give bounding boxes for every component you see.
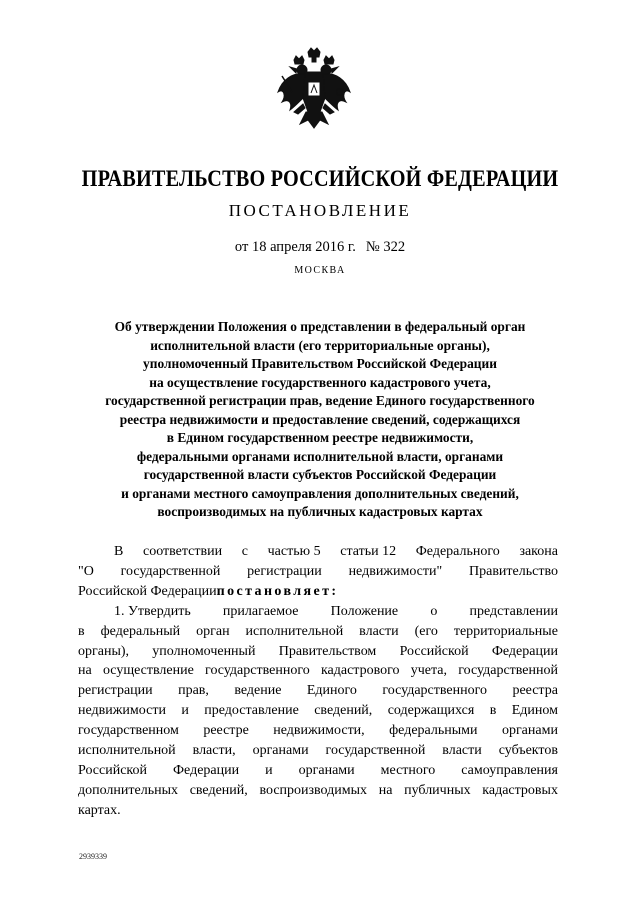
heading-line: и органами местного самоуправления дополнительных сведений, — [121, 485, 519, 501]
body-word: субъектов — [498, 743, 558, 759]
body-word: кадастровых — [482, 782, 558, 798]
body-word: "О — [78, 563, 94, 579]
body-word: частью 5 — [267, 544, 321, 559]
body-word: на — [378, 782, 393, 798]
body-word: кадастрового — [320, 663, 400, 679]
body-word: органами — [252, 743, 309, 759]
body-word: федеральный — [100, 623, 181, 639]
body-word: статьи 12 — [340, 544, 397, 559]
body-word: Правительство — [469, 563, 558, 579]
body-word: регистрации — [78, 683, 153, 699]
body-line — [78, 661, 558, 681]
body-word: реестра — [512, 683, 558, 699]
body-word: уполномоченный — [152, 643, 256, 659]
document-code: 2939339 — [79, 852, 107, 861]
body-word: прилагаемое — [222, 603, 299, 619]
body-word: Федерации — [491, 643, 558, 659]
body-line — [78, 701, 558, 721]
body-word: Единого — [306, 683, 357, 699]
body-word: сведений, — [189, 782, 248, 798]
body-word: орган — [196, 623, 230, 639]
body-word: государственной — [120, 563, 221, 579]
body-line — [78, 602, 558, 622]
body-line — [78, 642, 558, 662]
body-word: ведение — [234, 683, 282, 699]
body-word: осуществление — [102, 663, 194, 679]
heading-line: уполномоченный Правительством Российской Федерации — [143, 356, 497, 371]
heading-line: государственной регистрации прав, ведение Единого государственного — [105, 393, 535, 408]
body-word: публичных — [404, 782, 471, 798]
body-word: государственного — [205, 663, 310, 679]
body-word: дополнительных — [78, 782, 179, 798]
body-word: государственной — [325, 743, 426, 759]
heading-line: на осуществление государственного кадастрового учета, — [149, 374, 491, 390]
body-word: федеральными — [389, 723, 478, 739]
decree-word: постановляет: — [216, 583, 339, 599]
body-word: на — [78, 663, 92, 679]
heading-line: исполнительной власти (его территориальные органы), — [150, 337, 490, 353]
body-word: государственном — [78, 723, 179, 739]
body-word: местного — [380, 762, 436, 778]
body-word: недвижимости" — [348, 563, 443, 579]
body-word: и — [181, 703, 189, 719]
date-line — [0, 239, 640, 256]
body-word: в — [489, 703, 497, 719]
coat-of-arms-icon — [272, 46, 356, 142]
document-heading — [70, 318, 570, 522]
body-line — [78, 582, 558, 602]
body-word: органы), — [78, 643, 130, 659]
body-word: (его — [414, 623, 438, 639]
document-type: ПОСТАНОВЛЕНИЕ — [228, 201, 412, 220]
body-line — [78, 562, 558, 582]
body-word: органами — [298, 762, 355, 778]
body-word: воспроизводимых — [259, 782, 368, 798]
body-line — [78, 781, 558, 801]
body-word: и — [265, 762, 273, 778]
body-word: Положение — [330, 603, 399, 619]
body-text: картах. — [78, 802, 121, 818]
body-word: Едином — [511, 703, 558, 719]
body-word: учета, — [410, 663, 447, 679]
body-word: представлении — [469, 603, 558, 619]
body-line — [78, 741, 558, 761]
document-body — [78, 542, 558, 821]
body-word: государственной — [458, 663, 558, 679]
body-word: сведений, — [314, 703, 373, 719]
body-word: с — [241, 544, 248, 559]
body-word: Российской — [399, 643, 469, 659]
body-word: В — [114, 544, 124, 559]
body-word: самоуправления — [461, 762, 558, 778]
heading-line: федеральными органами исполнительной власти, органами — [136, 448, 504, 464]
body-line — [78, 681, 558, 701]
city: МОСКВА — [294, 265, 346, 276]
body-word: Российской — [78, 762, 147, 778]
body-word: территориальные — [453, 623, 558, 639]
heading-line: реестра недвижимости и предоставление сведений, содержащихся — [119, 411, 521, 427]
heading-line: Об утверждении Положения о представлении в федеральный орган — [114, 319, 526, 334]
body-word: прав, — [178, 683, 209, 699]
body-line — [78, 721, 558, 741]
body-word: Правительством — [278, 643, 377, 659]
body-line — [78, 761, 558, 781]
body-text: Российской Федерации — [78, 583, 217, 599]
body-line — [78, 542, 558, 562]
body-word: 1. Утвердить — [114, 603, 191, 619]
heading-line: в Едином государственном реестре недвижимости, — [166, 430, 474, 445]
body-word: в — [78, 623, 85, 639]
heading-line: воспроизводимых на публичных кадастровых картах — [157, 504, 483, 519]
body-word: недвижимости — [78, 703, 166, 719]
document-date: от 18 апреля 2016 г. — [234, 239, 356, 255]
body-word: содержащихся — [387, 703, 475, 719]
body-word: Федерального — [415, 544, 500, 559]
body-word: о — [430, 603, 438, 619]
body-line — [78, 801, 558, 821]
body-word: соответствии — [143, 544, 223, 559]
body-word: закона — [519, 544, 558, 559]
body-word: органами — [501, 723, 558, 739]
heading-line: государственной власти субъектов Российской Федерации — [143, 467, 497, 482]
body-word: власти, — [192, 743, 236, 759]
document-number: № 322 — [365, 239, 406, 255]
body-word: власти — [442, 743, 482, 759]
body-word: исполнительной — [78, 743, 176, 759]
body-line — [78, 622, 558, 642]
body-word: недвижимости, — [273, 723, 365, 739]
body-word: исполнительной — [245, 623, 344, 639]
body-word: предоставление — [204, 703, 299, 719]
body-word: власти — [359, 623, 399, 639]
body-word: Федерации — [173, 762, 240, 778]
body-word: регистрации — [247, 563, 322, 579]
government-title: ПРАВИТЕЛЬСТВО РОССИЙСКОЙ ФЕДЕРАЦИИ — [81, 166, 559, 191]
body-word: государственного — [382, 683, 488, 699]
body-word: реестре — [203, 723, 249, 739]
